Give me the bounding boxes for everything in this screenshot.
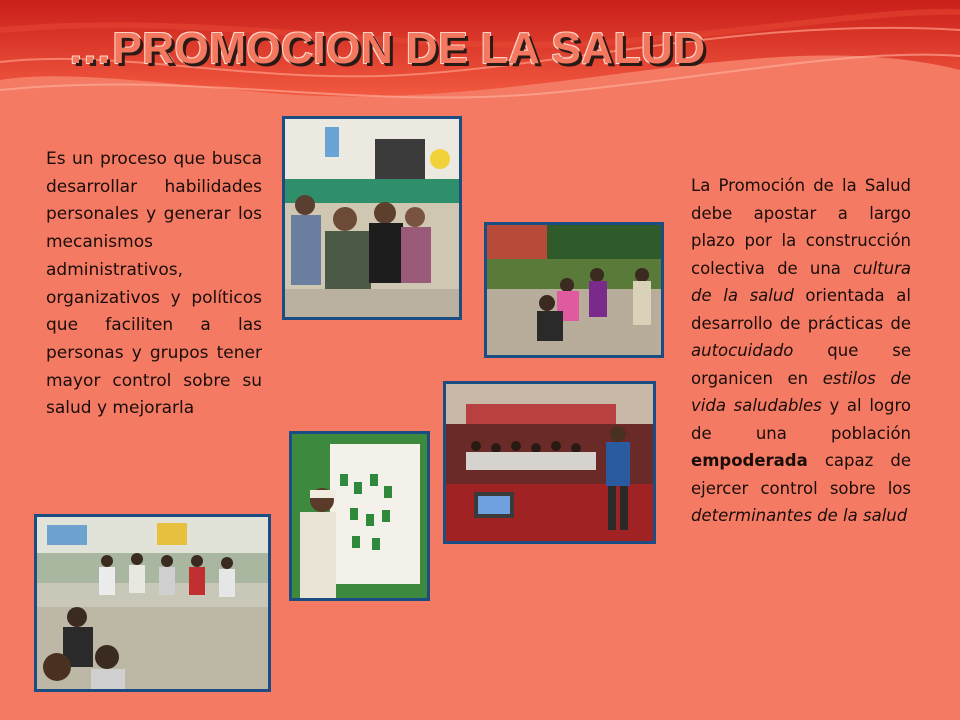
definition-text: Es un proceso que busca desarrollar habilidades personales y generar los mecanismos administrativos, organizativos y políticos que faciliten a las personas y grupos tener mayor control sobre su salud y mejorarla	[46, 149, 262, 419]
promotion-text-part: que se organicen en	[691, 341, 911, 388]
slide-title: …PROMOCION DE LA SALUD	[68, 24, 706, 73]
photo-circle-meeting	[34, 514, 271, 692]
photo-outdoor-group-activity	[484, 222, 664, 358]
emphasis-autocuidado: autocuidado	[691, 341, 794, 360]
promotion-text	[691, 172, 911, 530]
photo-community-meeting-seated	[282, 116, 462, 320]
emphasis-determinantes: determinantes de la salud	[691, 506, 908, 525]
promotion-text-part: La Promoción de la Salud debe apostar a largo plazo por la construcción colectiva de una	[691, 176, 911, 278]
promotion-text-part: y al logro de una población	[691, 396, 911, 443]
promotion-text-part: capaz de ejercer control sobre los	[691, 451, 911, 498]
photo-presentation-auditorium	[443, 381, 656, 544]
emphasis-empoderada: empoderada	[691, 451, 808, 470]
promotion-text-part: orientada al desarrollo de prácticas de	[691, 286, 911, 333]
emphasis-cultura: cultura de la salud	[691, 258, 911, 305]
photo-man-with-poster	[289, 431, 430, 601]
emphasis-estilos: estilos de vida saludables	[691, 368, 911, 415]
